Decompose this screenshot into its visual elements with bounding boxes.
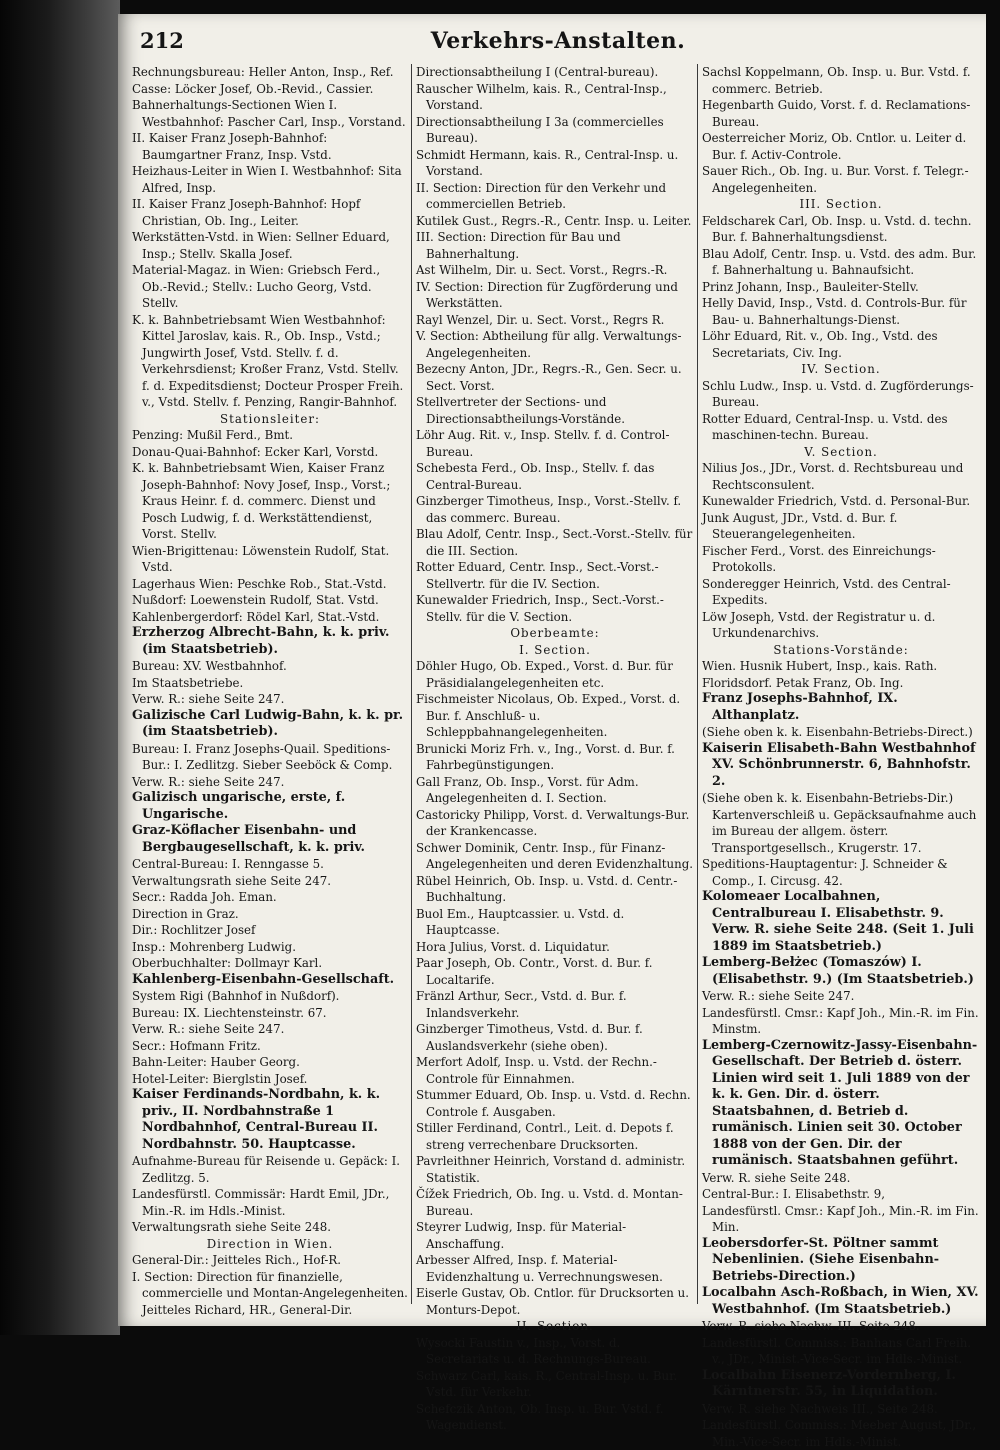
page-title: Verkehrs-Anstalten.: [430, 28, 686, 54]
railway-heading-entry: Localbahn Eisenerz-Vordernberg, I. Kärntnerstr. 55, in Liquidation.: [702, 1367, 956, 1399]
directory-entry: Sauer Rich., Ob. Ing. u. Bur. Vorst. f. Telegr.-Angelegenheiten.: [702, 164, 969, 195]
railway-heading-entry: Lemberg-Bełżec (Tomaszów) I. (Elisabethstr. 9.) (Im Staatsbetrieb.): [702, 955, 974, 987]
directory-entry: Stellvertreter der Sections- und Directionsabtheilungs-Vorstände.: [416, 395, 625, 426]
directory-entry: Steyrer Ludwig, Insp. für Material-Anschaffung.: [416, 1220, 627, 1251]
railway-heading-entry: Kahlenberg-Eisenbahn-Gesellschaft.: [132, 971, 395, 987]
directory-entry: K. k. Bahnbetriebsamt Wien Westbahnhof: Kittel Jaroslav, kais. R., Ob. Insp., Vstd.; Jungwirth Josef, Vstd. Stellv. f. d. Verkehrsdienst; Kroßer Franz, Vstd. Stellv. f. d. Expeditsdienst; Docteur Prosper Freih. v., Vstd. Stellv. f. Penzing, Rangir-Bahnhof.: [132, 312, 404, 409]
directory-entry: Buol Em., Hauptcassier. u. Vstd. d. Hauptcasse.: [416, 906, 625, 937]
directory-entry: Kunewalder Friedrich, Insp., Sect.-Vorst.-Stellv. für die V. Section.: [416, 593, 664, 624]
directory-entry: Eiserle Gustav, Ob. Cntlor. für Drucksorten u. Monturs-Depot.: [416, 1286, 689, 1317]
directory-entry: Rübel Heinrich, Ob. Insp. u. Vstd. d. Centr.-Buchhaltung.: [416, 873, 678, 904]
directory-entry: Schebesta Ferd., Ob. Insp., Stellv. f. das Central-Bureau.: [416, 461, 655, 492]
directory-entry: Dir.: Rochlitzer Josef: [132, 923, 256, 937]
text-column-left: [132, 64, 408, 1317]
directory-entry: Verw. R.: siehe Seite 247.: [132, 774, 285, 789]
railway-heading-entry: Erzherzog Albrecht-Bahn, k. k. priv. (im Staatsbetrieb).: [132, 625, 390, 657]
directory-entry: Fischmeister Nicolaus, Ob. Exped., Vorst. d. Bur. f. Anschluß- u. Schleppbahnangelegenheiten.: [416, 692, 681, 739]
directory-entry: Material-Magaz. in Wien: Griebsch Ferd., Ob.-Revid.; Stellv.: Lucho Georg, Vstd. Stellv.: [132, 263, 381, 310]
directory-entry: Secr.: Radda Joh. Eman.: [132, 890, 277, 904]
railway-heading-entry: Franz Josephs-Bahnhof, IX. Althanplatz.: [702, 691, 898, 723]
railway-heading-entry: Kaiserin Elisabeth-Bahn Westbahnhof XV. Schönbrunnerstr. 6, Bahnhofstr. 2.: [702, 740, 976, 789]
directory-entry: I. Section: Direction für finanzielle, commercielle und Montan-Angelegenheiten. Jeitteles Richard, HR., General-Dir.: [132, 1269, 408, 1317]
directory-entry: Feldscharek Carl, Ob. Insp. u. Vstd. d. techn. Bur. f. Bahnerhaltungsdienst.: [702, 213, 972, 244]
directory-entry: Schefczik Anton, Ob. Insp. u. Bur. Vstd. f. Wagendienst.: [416, 1401, 664, 1432]
directory-entry: Rechnungsbureau: Heller Anton, Insp., Ref.: [132, 65, 394, 79]
text-column-middle: [416, 64, 694, 1432]
directory-entry: General-Dir.: Jeitteles Rich., Hof-R.: [132, 1253, 342, 1267]
directory-entry: Kunewalder Friedrich, Vstd. d. Personal-Bur.: [702, 494, 971, 508]
directory-entry: Wien. Husnik Hubert, Insp., kais. Rath.: [702, 659, 938, 673]
section-heading: II. Section.: [516, 1319, 594, 1333]
directory-entry: Ginzberger Timotheus, Vstd. d. Bur. f. Auslandsverkehr (siehe oben).: [416, 1022, 643, 1053]
directory-entry: Hegenbarth Guido, Vorst. f. d. Reclamations-Bureau.: [702, 98, 971, 129]
directory-entry: Gall Franz, Ob. Insp., Vorst. für Adm. Angelegenheiten d. I. Section.: [416, 774, 639, 805]
directory-entry: Sonderegger Heinrich, Vstd. des Central-Expedits.: [702, 576, 951, 607]
directory-entry: Merfort Adolf, Insp. u. Vstd. der Rechn.-Controle für Einnahmen.: [416, 1055, 657, 1086]
directory-entry: Oberbuchhalter: Dollmayr Karl.: [132, 956, 323, 970]
directory-entry: Bureau: I. Franz Josephs-Quail. Speditions-Bur.: I. Zedlitzg. Sieber Seeböck & Comp.: [132, 741, 393, 772]
directory-entry: Floridsdorf. Petak Franz, Ob. Ing.: [702, 675, 904, 690]
railway-heading-entry: Leobersdorfer-St. Pöltner sammt Nebenlinien. (Siehe Eisenbahn-Betriebs-Direction.): [702, 1235, 940, 1284]
directory-entry: Bezecny Anton, JDr., Regrs.-R., Gen. Secr. u. Sect. Vorst.: [416, 362, 682, 393]
directory-entry: System Rigi (Bahnhof in Nußdorf).: [132, 989, 340, 1003]
directory-entry: Stummer Eduard, Ob. Insp. u. Vstd. d. Rechn. Controle f. Ausgaben.: [416, 1088, 691, 1119]
directory-entry: Directionsabtheilung I (Central-bureau).: [416, 65, 659, 79]
directory-entry: Hora Julius, Vorst. d. Liquidatur.: [416, 939, 610, 954]
directory-entry: Helly David, Insp., Vstd. d. Controls-Bur. für Bau- u. Bahnerhaltungs-Dienst.: [702, 296, 967, 327]
directory-entry: Verwaltungsrath siehe Seite 248.: [132, 1220, 331, 1234]
directory-entry: Schlu Ludw., Insp. u. Vstd. d. Zugförderungs-Bureau.: [702, 378, 974, 409]
directory-entry: Stiller Ferdinand, Contrl., Leit. d. Depots f. streng verrechenbare Drucksorten.: [416, 1121, 674, 1152]
page-header: [140, 28, 976, 62]
directory-entry: Paar Joseph, Ob. Contr., Vorst. d. Bur. f. Localtarife.: [416, 956, 653, 987]
directory-entry: Verw. R.: siehe Seite 247.: [702, 989, 855, 1003]
directory-entry: Secr.: Hofmann Fritz.: [132, 1038, 261, 1053]
directory-entry: Heizhaus-Leiter in Wien I. Westbahnhof: Sita Alfred, Insp.: [132, 164, 402, 195]
section-heading: Direction in Wien.: [206, 1236, 334, 1251]
directory-entry: Landesfürstl. Cmsr.: Kapf Joh., Min.-R. im Fin. Min.: [702, 1203, 979, 1234]
directory-entry: Schmidt Hermann, kais. R., Central-Insp. u. Vorstand.: [416, 147, 679, 178]
directory-entry: Werkstätten-Vstd. in Wien: Sellner Eduard, Insp.; Stellv. Skalla Josef.: [132, 230, 390, 261]
directory-entry: Bureau: IX. Liechtensteinstr. 67.: [132, 1005, 327, 1020]
directory-entry: Verwaltungsrath siehe Seite 247.: [132, 873, 331, 888]
directory-entry: Fränzl Arthur, Secr., Vstd. d. Bur. f. Inlandsverkehr.: [416, 989, 627, 1020]
directory-entry: (Siehe oben k. k. Eisenbahn-Betriebs-Dir.) Kartenverschleiß u. Gepäcksaufnahme auch im Bureau der allgem. österr. Transportgesellsch., Krugerstr. 17.: [702, 791, 977, 855]
directory-entry: Rayl Wenzel, Dir. u. Sect. Vorst., Regrs R.: [416, 312, 665, 327]
directory-entry: Sachsl Koppelmann, Ob. Insp. u. Bur. Vstd. f. commerc. Betrieb.: [702, 65, 971, 96]
directory-entry: Rotter Eduard, Centr. Insp., Sect.-Vorst.-Stellvertr. für die IV. Section.: [416, 560, 659, 591]
directory-entry: Schwer Dominik, Centr. Insp., für Finanz-Angelegenheiten und deren Evidenzhaltung.: [416, 840, 693, 871]
directory-entry: Central-Bureau: I. Renngasse 5.: [132, 857, 324, 871]
column-divider: [697, 64, 698, 1304]
directory-entry: K. k. Bahnbetriebsamt Wien, Kaiser Franz Joseph-Bahnhof: Novy Josef, Insp., Vorst.; Kraus Heinr. f. d. commerc. Dienst und Posch Ludwig, f. d. Werkstättendienst, Vorst. Stellv.: [132, 461, 391, 541]
section-heading: III. Section.: [799, 197, 883, 211]
directory-entry: Bahn-Leiter: Hauber Georg.: [132, 1055, 300, 1069]
directory-entry: Bureau: XV. Westbahnhof.: [132, 659, 287, 673]
directory-entry: Direction in Graz.: [132, 906, 239, 921]
directory-entry: Ginzberger Timotheus, Insp., Vorst.-Stellv. f. das commerc. Bureau.: [416, 494, 682, 525]
section-heading: I. Section.: [519, 642, 591, 657]
directory-entry: Hotel-Leiter: Bierglstin Josef.: [132, 1071, 308, 1086]
directory-entry: Verw. R. siehe Nachweis III., Seite 248.: [702, 1401, 938, 1416]
directory-entry: Donau-Quai-Bahnhof: Ecker Karl, Vorstd.: [132, 444, 379, 459]
directory-entry: Löhr Aug. Rit. v., Insp. Stellv. f. d. Control-Bureau.: [416, 428, 670, 459]
directory-entry: Landesfürstl. Commiss.: Meeber August, JDr., Min.-Vice-Secr. im Hdls.-Minist.: [702, 1418, 977, 1449]
directory-entry: Directionsabtheilung I 3a (commercielles Bureau).: [416, 114, 664, 145]
directory-entry: III. Section: Direction für Bau und Bahnerhaltung.: [416, 230, 621, 261]
railway-heading-entry: Lemberg-Czernowitz-Jassy-Eisenbahn-Gesellschaft. Der Betrieb d. österr. Linien wird seit 1. Juli 1889 von der k. k. Gen. Dir. d. österr. Staatsbahnen, d. Betrieb d. rumänisch. Linien seit 30. October 1888 von der Gen. Dir. der rumänisch. Staatsbahnen geführt.: [702, 1037, 978, 1168]
railway-heading-entry: Galizische Carl Ludwig-Bahn, k. k. pr. (im Staatsbetrieb).: [132, 707, 404, 739]
directory-entry: Blau Adolf, Centr. Insp., Sect.-Vorst.-Stellv. für die III. Section.: [416, 527, 693, 558]
directory-entry: Lagerhaus Wien: Peschke Rob., Stat.-Vstd.: [132, 576, 387, 591]
directory-entry: Nilius Jos., JDr., Vorst. d. Rechtsbureau und Rechtsconsulent.: [702, 461, 964, 492]
railway-heading-entry: Kolomeaer Localbahnen, Centralbureau I. Elisabethstr. 9. Verw. R. siehe Seite 248. (Seit 1. Juli 1889 im Staatsbetrieb.): [702, 889, 974, 954]
railway-heading-entry: Graz-Köflacher Eisenbahn- und Bergbaugesellschaft, k. k. priv.: [132, 823, 365, 855]
directory-entry: (Siehe oben k. k. Eisenbahn-Betriebs-Direct.): [702, 725, 973, 739]
directory-entry: Verw. R.: siehe Seite 247.: [132, 1022, 285, 1036]
directory-entry: Kutilek Gust., Regrs.-R., Centr. Insp. u. Leiter.: [416, 213, 692, 228]
section-heading: V. Section.: [804, 444, 878, 459]
directory-entry: Wien-Brigittenau: Löwenstein Rudolf, Stat. Vstd.: [132, 543, 390, 574]
directory-entry: Speditions-Hauptagentur: J. Schneider & Comp., I. Circusg. 42.: [702, 857, 948, 888]
directory-entry: II. Kaiser Franz Joseph-Bahnhof: Hopf Christian, Ob. Ing., Leiter.: [132, 197, 361, 228]
directory-entry: Aufnahme-Bureau für Reisende u. Gepäck: I. Zedlitzg. 5.: [132, 1154, 401, 1185]
section-heading: IV. Section.: [801, 362, 881, 376]
directory-entry: Rauscher Wilhelm, kais. R., Central-Insp., Vorstand.: [416, 81, 667, 112]
directory-entry: Landesfürstl. Commiss.: Banhans Carl Freih. v., JDr., Minist.-Vice-Secr. im Hdls.-Minist.: [702, 1335, 972, 1366]
directory-entry: Čížek Friedrich, Ob. Ing. u. Vstd. d. Montan-Bureau.: [416, 1187, 683, 1218]
section-heading: Stationsleiter:: [220, 411, 320, 426]
directory-entry: Brunicki Moriz Frh. v., Ing., Vorst. d. Bur. f. Fahrbegünstigungen.: [416, 741, 675, 772]
page-number: 212: [140, 28, 184, 53]
directory-entry: V. Section: Abtheilung für allg. Verwaltungs-Angelegenheiten.: [416, 329, 682, 360]
directory-entry: Arbesser Alfred, Insp. f. Material-Evidenzhaltung u. Verrechnungswesen.: [416, 1253, 663, 1284]
directory-entry: Im Staatsbetriebe.: [132, 675, 244, 690]
railway-heading-entry: Galizisch ungarische, erste, f. Ungarische.: [132, 790, 346, 822]
section-heading: Oberbeamte:: [510, 626, 600, 640]
directory-entry: Löhr Eduard, Rit. v., Ob. Ing., Vstd. des Secretariats, Civ. Ing.: [702, 329, 938, 360]
book-page: [118, 14, 986, 1449]
directory-entry: Central-Bur.: I. Elisabethstr. 9,: [702, 1187, 886, 1201]
directory-entry: Rotter Eduard, Central-Insp. u. Vstd. des maschinen-techn. Bureau.: [702, 411, 948, 442]
directory-entry: Castoricky Philipp, Vorst. d. Verwaltungs-Bur. der Krankencasse.: [416, 807, 690, 838]
directory-entry: Döhler Hugo, Ob. Exped., Vorst. d. Bur. für Präsidialangelegenheiten etc.: [416, 659, 673, 690]
directory-entry: Verw. R.: siehe Seite 247.: [132, 692, 285, 706]
directory-entry: II. Kaiser Franz Joseph-Bahnhof: Baumgartner Franz, Insp. Vstd.: [132, 131, 332, 162]
directory-entry: Casse: Löcker Josef, Ob.-Revid., Cassier.: [132, 81, 374, 96]
directory-entry: Bahnerhaltungs-Sectionen Wien I. Westbahnhof: Pascher Carl, Insp., Vorstand.: [132, 98, 406, 129]
directory-entry: Fischer Ferd., Vorst. des Einreichungs-Protokolls.: [702, 543, 936, 574]
directory-entry: Blau Adolf, Centr. Insp. u. Vstd. des adm. Bur. f. Bahnerhaltung u. Bahnaufsicht.: [702, 246, 977, 277]
railway-heading-entry: Localbahn Asch-Roßbach, in Wien, XV. Westbahnhof. (Im Staatsbetrieb.): [702, 1285, 979, 1317]
directory-entry: Junk August, JDr., Vstd. d. Bur. f. Steuerangelegenheiten.: [702, 510, 898, 541]
directory-entry: Landesfürstl. Commissär: Hardt Emil, JDr., Min.-R. im Hdls.-Minist.: [132, 1187, 390, 1218]
book-spine-shadow: [0, 0, 120, 1335]
directory-entry: Oesterreicher Moriz, Ob. Cntlor. u. Leiter d. Bur. f. Activ-Controle.: [702, 131, 967, 162]
directory-entry: Pavrleithner Heinrich, Vorstand d. administr. Statistik.: [416, 1154, 686, 1185]
directory-entry: Insp.: Mohrenberg Ludwig.: [132, 939, 296, 954]
directory-entry: IV. Section: Direction für Zugförderung und Werkstätten.: [416, 279, 678, 310]
directory-entry: Schwarz Carl, kais. R., Central-Insp. u. Bur. Vstd. für Verkehr.: [416, 1368, 678, 1399]
directory-entry: Prinz Johann, Insp., Bauleiter-Stellv.: [702, 279, 919, 294]
directory-entry: Verw. R. siehe Seite 248.: [702, 1170, 851, 1185]
text-column-right: [702, 64, 980, 1449]
directory-entry: Kahlenbergerdorf: Rödel Karl, Stat.-Vstd.: [132, 609, 380, 624]
directory-entry: Löw Joseph, Vstd. der Registratur u. d. Urkundenarchivs.: [702, 609, 936, 640]
directory-entry: Landesfürstl. Cmsr.: Kapf Joh., Min.-R. im Fin. Minstm.: [702, 1005, 979, 1036]
section-heading: Stations-Vorstände:: [773, 642, 909, 657]
directory-entry: Nußdorf: Loewenstein Rudolf, Stat. Vstd.: [132, 593, 379, 607]
directory-entry: Wysocki Faustin v., Insp., Vorst. d. Secretariats u. d. Rechnungs-Bureau.: [416, 1335, 651, 1366]
directory-entry: Ast Wilhelm, Dir. u. Sect. Vorst., Regrs.-R.: [416, 263, 668, 277]
directory-entry: Verw. R. siehe Nachw. III. Seite 248.: [702, 1319, 920, 1333]
railway-heading-entry: Kaiser Ferdinands-Nordbahn, k. k. priv., II. Nordbahnstraße 1 Nordbahnhof, Central-Bureau II. Nordbahnstr. 50. Hauptcasse.: [132, 1087, 381, 1152]
column-divider: [411, 64, 412, 1304]
directory-entry: II. Section: Direction für den Verkehr und commerciellen Betrieb.: [416, 180, 667, 211]
directory-entry: Penzing: Mußil Ferd., Bmt.: [132, 428, 294, 442]
